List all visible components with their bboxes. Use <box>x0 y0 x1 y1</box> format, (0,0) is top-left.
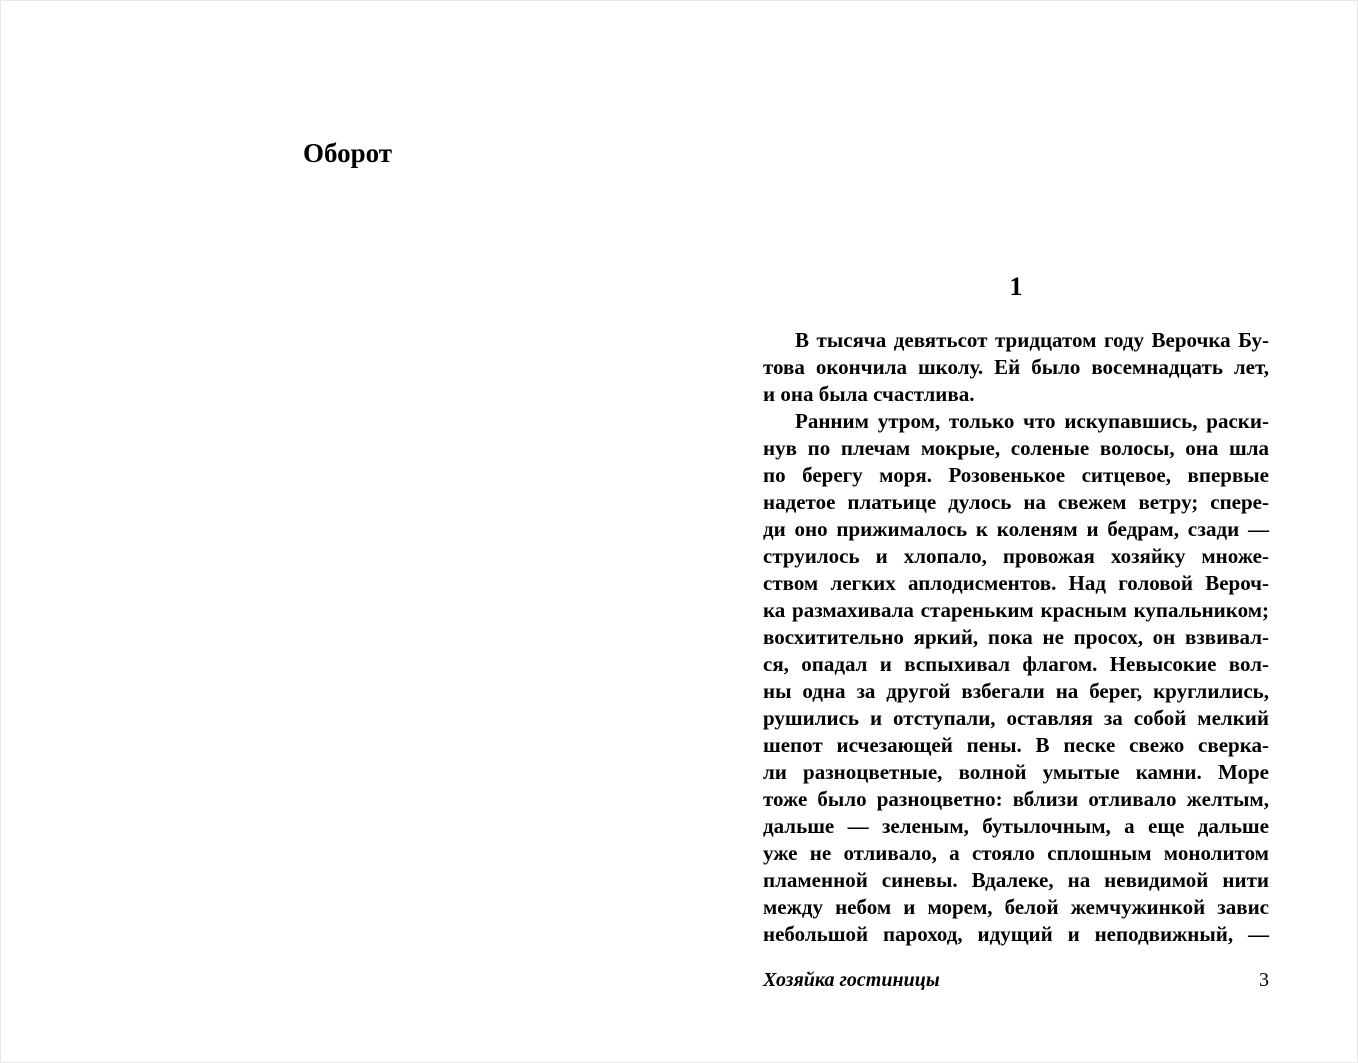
text-line: струилось и хлопало, провожая хозяйку множе- <box>763 544 1269 568</box>
text-line: ка размахивала стареньким красным купальником; <box>763 598 1269 622</box>
text-line: небольшой пароход, идущий и неподвижный, — <box>763 922 1269 946</box>
page-footer <box>763 967 1269 994</box>
text-line: ли разноцветные, волной умытые камни. Море <box>763 760 1269 784</box>
text-line: нув по плечам мокрые, соленые волосы, она шла <box>763 436 1269 460</box>
text-line: ны одна за другой взбегали на берег, круглились, <box>763 679 1269 703</box>
text-line: тоже было разноцветно: вблизи отливало желтым, <box>763 787 1269 811</box>
text-line: шепот исчезающей пены. В песке свежо сверка- <box>763 733 1269 757</box>
page-number: 3 <box>1259 969 1269 991</box>
text-line: по берегу моря. Розовенькое ситцевое, впервые <box>763 463 1269 487</box>
corner-label: Оборот <box>303 138 393 168</box>
text-line: рушились и отступали, оставляя за собой мелкий <box>763 706 1269 730</box>
text-line: пламенной синевы. Вдалеке, на невидимой нити <box>763 868 1269 892</box>
text-line: ся, опадал и вспыхивал флагом. Невысокие вол- <box>763 652 1269 676</box>
text-line: между небом и морем, белой жемчужинкой завис <box>763 895 1269 919</box>
text-line: ди оно прижималось к коленям и бедрам, сзади — <box>763 517 1269 541</box>
text-line: восхитительно яркий, пока не просох, он взвивал- <box>763 625 1269 649</box>
text-line: ством легких аплодисментов. Над головой Вероч- <box>763 571 1269 595</box>
text-line: надетое платьице дулось на свежем ветру; спере- <box>763 490 1269 514</box>
text-line: това окончила школу. Ей было восемнадцать лет, <box>763 355 1269 379</box>
text-line: В тысяча девятьсот тридцатом году Верочка Бу- <box>795 328 1269 352</box>
chapter-heading: 1 <box>1009 272 1023 301</box>
body-text <box>763 327 1269 948</box>
text-line: и она была счастлива. <box>763 382 975 406</box>
text-line: уже не отливало, а стояло сплошным монолитом <box>763 841 1269 865</box>
text-column <box>763 273 1269 948</box>
running-title: Хозяйка гостиницы <box>763 969 940 991</box>
text-line: дальше — зеленым, бутылочным, а еще дальше <box>763 814 1269 838</box>
text-line: Ранним утром, только что искупавшись, раски- <box>795 409 1269 433</box>
